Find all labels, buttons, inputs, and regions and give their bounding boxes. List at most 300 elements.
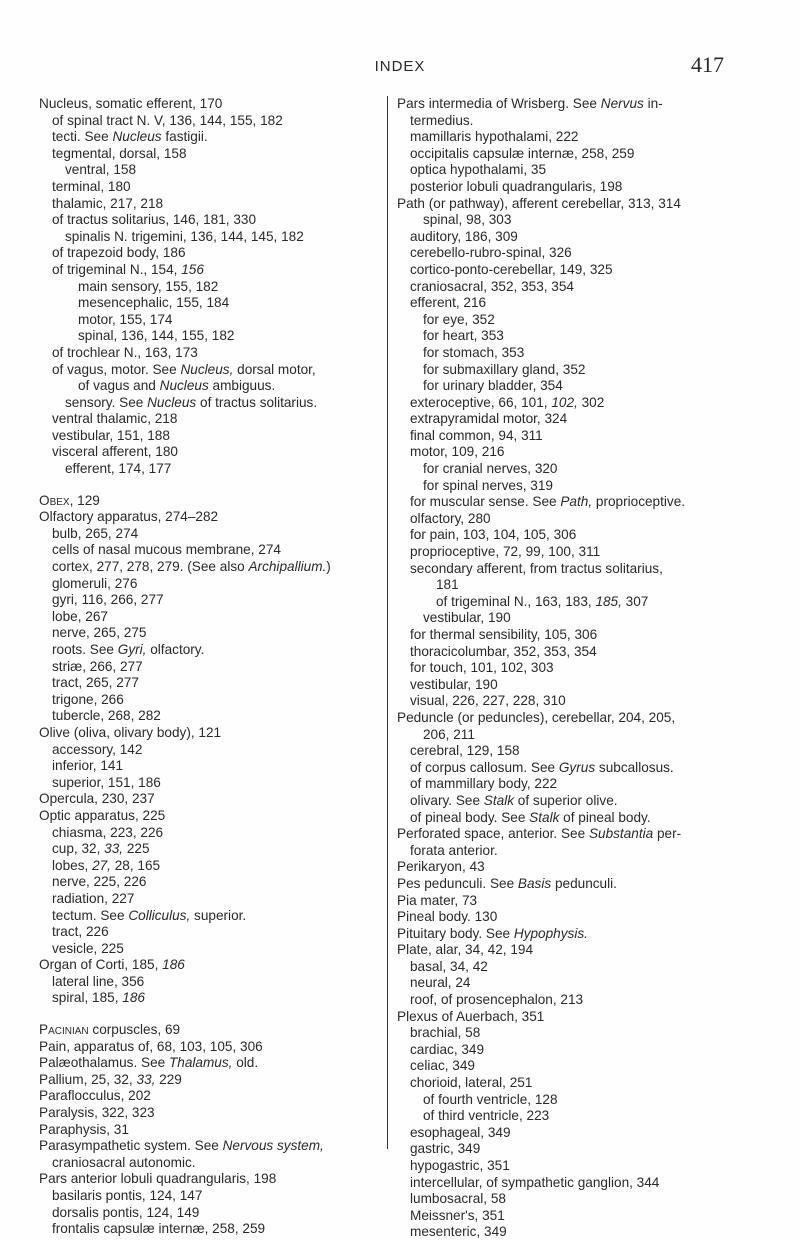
index-entry-text: striæ, 266, 277 bbox=[52, 658, 143, 674]
index-entry-text: cerebral, 129, 158 bbox=[410, 743, 520, 759]
index-entry-text: cardiac, 349 bbox=[410, 1041, 485, 1057]
index-entry bbox=[397, 610, 767, 627]
index-entry-text: basal, 34, 42 bbox=[410, 958, 488, 974]
index-entry bbox=[39, 509, 384, 526]
column-divider bbox=[387, 96, 388, 1149]
index-entry-text: efferent, 174, 177 bbox=[65, 461, 172, 477]
index-entry-italic: Thalamus, bbox=[168, 1055, 233, 1071]
index-entry-text: craniosacral, 352, 353, 354 bbox=[410, 278, 574, 294]
index-entry bbox=[397, 146, 767, 163]
index-entry bbox=[39, 1022, 384, 1039]
index-entry-italic: 102, bbox=[551, 394, 578, 410]
index-entry-text: for cranial nerves, 320 bbox=[423, 461, 558, 477]
index-entry bbox=[397, 279, 767, 296]
index-entry-text: posterior lobuli quadrangularis, 198 bbox=[410, 178, 623, 194]
index-entry bbox=[397, 909, 767, 926]
index-entry bbox=[39, 262, 384, 279]
index-entry bbox=[39, 808, 384, 825]
index-entry-text: optica hypothalami, 35 bbox=[410, 162, 547, 178]
index-entry bbox=[397, 677, 767, 694]
index-entry bbox=[397, 362, 767, 379]
index-entry-text: Nucleus, somatic efferent, 170 bbox=[39, 96, 223, 111]
index-entry bbox=[39, 1039, 384, 1056]
index-entry bbox=[39, 526, 384, 543]
index-entry-italic: Gyri, bbox=[117, 642, 147, 657]
index-entry bbox=[39, 328, 384, 345]
index-entry-text: roots. See bbox=[52, 642, 118, 657]
index-entry-text: 302 bbox=[577, 394, 605, 410]
index-entry-italic: 186 bbox=[162, 957, 185, 973]
index-entry bbox=[39, 1105, 384, 1122]
index-entry bbox=[39, 941, 384, 958]
index-entry bbox=[39, 461, 384, 478]
index-entry bbox=[39, 891, 384, 908]
index-entry-text: Pain, apparatus of, 68, 103, 105, 306 bbox=[39, 1038, 263, 1054]
index-entry-text: tectum. See bbox=[52, 907, 129, 923]
index-entry bbox=[39, 444, 384, 461]
index-entry-text: of spinal tract N. V, 136, 144, 155, 182 bbox=[52, 112, 283, 128]
index-entry bbox=[397, 561, 767, 578]
index-entry bbox=[397, 444, 767, 461]
index-entry-text: of vagus and bbox=[78, 378, 160, 394]
index-entry-text: efferent, 216 bbox=[410, 295, 487, 311]
index-entry-text: celiac, 349 bbox=[410, 1058, 475, 1074]
index-entry-text: ventral thalamic, 218 bbox=[52, 411, 178, 427]
index-entry bbox=[397, 428, 767, 445]
index-entry-text: for eye, 352 bbox=[423, 311, 495, 327]
index-entry bbox=[397, 1175, 767, 1192]
index-entry-text: Pineal body. 130 bbox=[397, 909, 498, 925]
index-entry-text: 28, 165 bbox=[110, 857, 161, 873]
index-entry bbox=[39, 1055, 384, 1072]
index-entry bbox=[397, 395, 767, 412]
index-entry-text: Perforated space, anterior. See bbox=[397, 826, 589, 842]
index-entry-text: secondary afferent, from tractus solitarius, bbox=[410, 560, 663, 576]
index-entry-italic: 27, bbox=[92, 857, 111, 873]
index-entry bbox=[39, 990, 384, 1007]
index-entry bbox=[397, 793, 767, 810]
index-entry-text: of trigeminal N., 163, 183, bbox=[436, 593, 596, 609]
index-entry bbox=[397, 196, 767, 213]
index-entry-text: of fourth ventricle, 128 bbox=[423, 1091, 558, 1107]
index-entry-text: of vagus, motor. See bbox=[52, 361, 181, 377]
index-entry-text: Paraphysis, 31 bbox=[39, 1121, 129, 1137]
index-entry-text: proprioceptive, 72, 99, 100, 311 bbox=[410, 544, 601, 560]
index-entry bbox=[39, 858, 384, 875]
index-entry bbox=[39, 245, 384, 262]
index-entry-text: cells of nasal mucous membrane, 274 bbox=[52, 542, 281, 558]
index-entry-text: Plexus of Auerbach, 351 bbox=[397, 1008, 545, 1024]
index-entry bbox=[397, 229, 767, 246]
index-entry-text: of tractus solitarius, 146, 181, 330 bbox=[52, 212, 257, 228]
running-title: INDEX bbox=[374, 58, 426, 75]
index-entry-text: Peduncle (or peduncles), cerebellar, 204, 205, bbox=[397, 709, 676, 725]
index-entry-text: Plate, alar, 34, 42, 194 bbox=[397, 942, 534, 958]
index-entry-text: tecti. See bbox=[52, 129, 113, 145]
index-entry-text: Path (or pathway), afferent cerebellar, 313, 314 bbox=[397, 195, 681, 211]
index-entry bbox=[397, 992, 767, 1009]
index-entry bbox=[397, 312, 767, 329]
index-entry-italic: 33, bbox=[136, 1071, 156, 1087]
index-entry bbox=[397, 527, 767, 544]
index-entry-text: of pineal body. bbox=[559, 809, 651, 825]
index-entry-text: proprioceptive. bbox=[592, 494, 686, 510]
index-entry-text: radiation, 227 bbox=[52, 890, 135, 906]
index-entry-text: superior. bbox=[190, 907, 247, 923]
index-entry bbox=[39, 659, 384, 676]
index-entry-text: of trapezoid body, 186 bbox=[52, 245, 186, 261]
index-entry-text: nerve, 265, 275 bbox=[52, 625, 147, 641]
index-entry bbox=[39, 279, 384, 296]
index-entry-text: lobes, bbox=[52, 857, 93, 873]
index-entry-italic: Nervus bbox=[600, 96, 644, 111]
index-entry-text: Paraflocculus, 202 bbox=[39, 1088, 151, 1104]
index-entry-text: thalamic, 217, 218 bbox=[52, 195, 164, 211]
index-entry-italic: Stalk bbox=[483, 792, 515, 808]
index-entry bbox=[397, 96, 767, 113]
index-entry bbox=[397, 810, 767, 827]
index-entry bbox=[397, 345, 767, 362]
index-entry bbox=[39, 874, 384, 891]
index-entry-text: of third ventricle, 223 bbox=[423, 1108, 550, 1124]
index-entry bbox=[397, 693, 767, 710]
index-entry-text: roof, of prosencephalon, 213 bbox=[410, 992, 584, 1008]
index-entry-text: Olfactory apparatus, 274–282 bbox=[39, 509, 219, 525]
index-entry-italic: Gyrus bbox=[558, 759, 596, 775]
index-entry bbox=[39, 179, 384, 196]
index-entry bbox=[397, 859, 767, 876]
index-entry bbox=[39, 675, 384, 692]
index-entry-text: 229 bbox=[155, 1071, 182, 1087]
index-entry bbox=[39, 692, 384, 709]
page-number: 417 bbox=[691, 52, 724, 77]
index-entry bbox=[397, 328, 767, 345]
index-entry-text: Organ of Corti, 185, bbox=[39, 957, 163, 973]
index-entry-italic: Archipallium. bbox=[248, 559, 327, 575]
index-entry-text: spiral, 185, bbox=[52, 990, 123, 1006]
index-entry-text: intercellular, of sympathetic ganglion, 344 bbox=[410, 1174, 660, 1190]
index-entry-text: Pacinian bbox=[39, 1022, 89, 1038]
index-entry bbox=[397, 876, 767, 893]
index-entry bbox=[397, 1025, 767, 1042]
index-entry-text: for urinary bladder, 354 bbox=[423, 378, 563, 394]
index-entry bbox=[397, 926, 767, 943]
index-entry bbox=[397, 1009, 767, 1026]
index-entry-text: bulb, 265, 274 bbox=[52, 525, 139, 541]
index-entry bbox=[397, 627, 767, 644]
index-entry-text: lateral line, 356 bbox=[52, 973, 145, 989]
index-entry-text: dorsal motor, bbox=[233, 361, 316, 377]
index-entry-text: trigone, 266 bbox=[52, 691, 124, 707]
index-entry bbox=[39, 1072, 384, 1089]
index-entry-text: spinal, 136, 144, 155, 182 bbox=[78, 328, 235, 344]
index-entry bbox=[397, 1158, 767, 1175]
index-entry-text: termedius. bbox=[410, 112, 474, 128]
index-entry-italic: Basis bbox=[517, 875, 552, 891]
index-entry-text: motor, 155, 174 bbox=[78, 311, 173, 327]
index-entry-text: for muscular sense. See bbox=[410, 494, 561, 510]
index-entry-text: corpuscles, 69 bbox=[88, 1022, 181, 1038]
index-entry-text: superior, 151, 186 bbox=[52, 774, 161, 790]
index-entry bbox=[39, 362, 384, 379]
index-entry-text: vestibular, 190 bbox=[410, 676, 498, 692]
index-entry bbox=[39, 493, 384, 510]
index-entry-text: cup, 32, bbox=[52, 841, 105, 857]
index-entry-text: of pineal body. See bbox=[410, 809, 530, 825]
index-entry bbox=[39, 841, 384, 858]
index-entry-text: spinal, 98, 303 bbox=[423, 212, 512, 228]
index-entry-italic: Nucleus bbox=[159, 378, 209, 394]
index-entry-italic: Substantia bbox=[588, 826, 654, 842]
index-entry-italic: Nucleus bbox=[112, 129, 162, 145]
index-entry-text: for spinal nerves, 319 bbox=[423, 477, 553, 493]
index-entry-text: chiasma, 223, 226 bbox=[52, 824, 164, 840]
index-entry bbox=[39, 212, 384, 229]
index-entry-text: olivary. See bbox=[410, 792, 484, 808]
index-entry-text: basilaris pontis, 124, 147 bbox=[52, 1188, 203, 1203]
index-entry-text: of trochlear N., 163, 173 bbox=[52, 344, 198, 360]
index-entry bbox=[397, 1075, 767, 1092]
index-column-left bbox=[39, 96, 384, 1238]
index-entry bbox=[39, 1221, 384, 1238]
index-entry bbox=[397, 113, 767, 130]
index-entry-text: fastigii. bbox=[161, 129, 208, 145]
index-entry bbox=[397, 179, 767, 196]
index-entry bbox=[39, 113, 384, 130]
index-entry bbox=[397, 1092, 767, 1109]
index-entry-text: Palæothalamus. See bbox=[39, 1055, 169, 1071]
index-entry bbox=[39, 758, 384, 775]
index-entry-text: Olive (oliva, olivary body), 121 bbox=[39, 724, 222, 740]
index-entry-text: mesenteric, 349 bbox=[410, 1224, 507, 1240]
index-entry-text: old. bbox=[232, 1055, 259, 1071]
index-entry bbox=[397, 378, 767, 395]
index-entry-text: for touch, 101, 102, 303 bbox=[410, 660, 554, 676]
index-entry bbox=[397, 710, 767, 727]
index-entry-text: tract, 226 bbox=[52, 924, 109, 940]
index-entry bbox=[39, 312, 384, 329]
index-entry-text: visual, 226, 227, 228, 310 bbox=[410, 693, 566, 709]
index-entry-text: for heart, 353 bbox=[423, 328, 504, 344]
index-entry bbox=[397, 212, 767, 229]
index-entry-text: forata anterior. bbox=[410, 842, 498, 858]
index-entry-text: per- bbox=[653, 826, 682, 842]
index-entry bbox=[39, 1188, 384, 1205]
index-entry-text: gastric, 349 bbox=[410, 1141, 481, 1157]
index-entry-text: tegmental, dorsal, 158 bbox=[52, 145, 187, 161]
index-entry-italic: 185, bbox=[595, 593, 622, 609]
index-entry bbox=[397, 893, 767, 910]
index-entry bbox=[397, 843, 767, 860]
index-entry bbox=[397, 262, 767, 279]
index-entry bbox=[39, 609, 384, 626]
index-entry bbox=[39, 642, 384, 659]
index-entry-text: hypogastric, 351 bbox=[410, 1158, 510, 1173]
index-entry-text: tract, 265, 277 bbox=[52, 675, 139, 691]
index-entry-text: cortico-ponto-cerebellar, 149, 325 bbox=[410, 261, 613, 277]
index-entry bbox=[39, 825, 384, 842]
index-entry-text: Pituitary body. See bbox=[397, 925, 514, 941]
index-entry-text: motor, 109, 216 bbox=[410, 444, 505, 460]
index-entry bbox=[397, 959, 767, 976]
index-entry bbox=[397, 826, 767, 843]
index-entry bbox=[39, 129, 384, 146]
index-entry-text: lumbosacral, 58 bbox=[410, 1191, 506, 1207]
index-entry-text: sensory. See bbox=[65, 394, 148, 410]
index-entry-italic: Nervous system, bbox=[222, 1138, 324, 1154]
index-entry-text: accessory, 142 bbox=[52, 741, 143, 757]
index-entry-italic: Stalk bbox=[529, 809, 560, 825]
index-entry-text: final common, 94, 311 bbox=[410, 427, 543, 443]
index-entry bbox=[397, 1191, 767, 1208]
index-entry bbox=[397, 975, 767, 992]
index-entry bbox=[39, 1088, 384, 1105]
index-entry bbox=[39, 908, 384, 925]
index-entry bbox=[397, 478, 767, 495]
index-entry bbox=[39, 742, 384, 759]
index-entry-text: 225 bbox=[123, 841, 150, 857]
index-entry-text: Pars intermedia of Wrisberg. See bbox=[397, 96, 601, 111]
index-entry bbox=[397, 1108, 767, 1125]
index-entry bbox=[39, 957, 384, 974]
index-entry bbox=[39, 924, 384, 941]
index-entry-text: of trigeminal N., 154, bbox=[52, 261, 182, 277]
index-entry-text: Pars anterior lobuli quadrangularis, 198 bbox=[39, 1171, 277, 1187]
index-entry bbox=[39, 625, 384, 642]
index-entry-text: spinalis N. trigemini, 136, 144, 145, 182 bbox=[65, 228, 304, 244]
index-entry-text: frontalis capsulæ internæ, 258, 259 bbox=[52, 1221, 266, 1237]
index-entry-text: Optic apparatus, 225 bbox=[39, 807, 166, 823]
index-entry-text: brachial, 58 bbox=[410, 1025, 481, 1041]
index-entry-text: olfactory. bbox=[146, 642, 205, 657]
index-entry bbox=[39, 791, 384, 808]
index-entry bbox=[397, 660, 767, 677]
index-entry-text: Pallium, 25, 32, bbox=[39, 1071, 137, 1087]
index-entry-text: nerve, 225, 226 bbox=[52, 874, 147, 890]
index-entry-text: 206, 211 bbox=[423, 726, 475, 742]
index-entry-text: inferior, 141 bbox=[52, 758, 124, 774]
index-entry-italic: 186 bbox=[122, 990, 145, 1006]
index-entry-text: occipitalis capsulæ internæ, 258, 259 bbox=[410, 145, 635, 161]
index-entry bbox=[39, 708, 384, 725]
index-entry-text: Obex bbox=[39, 492, 70, 508]
index-entry-text: craniosacral autonomic. bbox=[52, 1154, 196, 1170]
index-entry bbox=[39, 1171, 384, 1188]
index-entry bbox=[397, 295, 767, 312]
index-entry bbox=[397, 1208, 767, 1225]
index-entry-text: Parasympathetic system. See bbox=[39, 1138, 223, 1154]
index-entry-text: of superior olive. bbox=[514, 792, 618, 808]
index-column-right bbox=[397, 96, 767, 1241]
index-entry-text: cortex, 277, 278, 279. (See also bbox=[52, 559, 249, 575]
index-entry-text: for thermal sensibility, 105, 306 bbox=[410, 627, 598, 642]
index-entry-text: auditory, 186, 309 bbox=[410, 228, 518, 244]
index-entry bbox=[39, 146, 384, 163]
index-entry-text: ambiguus. bbox=[208, 378, 276, 394]
index-entry-text: ) bbox=[326, 559, 331, 575]
index-entry-italic: 33, bbox=[104, 841, 124, 857]
index-entry bbox=[397, 162, 767, 179]
index-entry bbox=[39, 378, 384, 395]
index-entry-text: of tractus solitarius. bbox=[196, 394, 318, 410]
index-entry bbox=[397, 494, 767, 511]
index-entry-text: terminal, 180 bbox=[52, 178, 131, 194]
index-entry-text: for submaxillary gland, 352 bbox=[423, 361, 586, 377]
index-entry bbox=[39, 1155, 384, 1172]
index-entry-text: cerebello-rubro-spinal, 326 bbox=[410, 245, 572, 261]
index-entry bbox=[397, 743, 767, 760]
index-entry bbox=[39, 395, 384, 412]
index-entry-text: dorsalis pontis, 124, 149 bbox=[52, 1204, 200, 1220]
index-entry bbox=[39, 162, 384, 179]
index-entry-text: in- bbox=[643, 96, 663, 111]
index-entry-italic: Colliculus, bbox=[128, 907, 191, 923]
index-entry bbox=[39, 576, 384, 593]
index-entry-italic: 156 bbox=[181, 261, 204, 277]
index-entry bbox=[39, 345, 384, 362]
index-entry-text: Perikaryon, 43 bbox=[397, 859, 485, 875]
index-entry bbox=[39, 592, 384, 609]
index-entry bbox=[39, 974, 384, 991]
index-entry-text: of corpus callosum. See bbox=[410, 759, 559, 775]
index-entry bbox=[39, 559, 384, 576]
index-entry bbox=[39, 196, 384, 213]
index-entry bbox=[397, 1125, 767, 1142]
index-entry bbox=[397, 245, 767, 262]
index-entry bbox=[39, 725, 384, 742]
index-entry bbox=[397, 1058, 767, 1075]
index-entry bbox=[397, 511, 767, 528]
index-entry bbox=[397, 594, 767, 611]
index-entry bbox=[397, 776, 767, 793]
index-entry-text: gyri, 116, 266, 277 bbox=[52, 592, 164, 608]
page-header bbox=[0, 50, 800, 80]
index-entry bbox=[397, 727, 767, 744]
index-entry-text: vestibular, 190 bbox=[423, 610, 511, 626]
index-entry-italic: Hypophysis. bbox=[513, 925, 588, 941]
index-entry bbox=[397, 644, 767, 661]
index-entry-text: pedunculi. bbox=[551, 875, 617, 891]
index-entry-text: glomeruli, 276 bbox=[52, 575, 138, 591]
index-entry-text: tubercle, 268, 282 bbox=[52, 708, 161, 724]
index-entry-text: extrapyramidal motor, 324 bbox=[410, 411, 568, 427]
index-entry-text: for stomach, 353 bbox=[423, 344, 525, 360]
index-entry bbox=[39, 428, 384, 445]
index-entry-text: Opercula, 230, 237 bbox=[39, 791, 155, 807]
index-entry-text: vestibular, 151, 188 bbox=[52, 427, 170, 443]
index-entry-text: Pes pedunculi. See bbox=[397, 875, 518, 891]
index-entry-text: lobe, 267 bbox=[52, 608, 108, 624]
index-entry-text: thoracicolumbar, 352, 353, 354 bbox=[410, 643, 597, 659]
index-entry bbox=[39, 1122, 384, 1139]
index-entry bbox=[397, 577, 767, 594]
index-entry-text: mesencephalic, 155, 184 bbox=[78, 295, 230, 311]
index-entry bbox=[39, 411, 384, 428]
index-entry-text: Meissner's, 351 bbox=[410, 1207, 505, 1223]
index-entry-text: ventral, 158 bbox=[65, 162, 137, 178]
index-entry bbox=[39, 542, 384, 559]
index-entry bbox=[39, 229, 384, 246]
index-entry-text: 307 bbox=[621, 593, 649, 609]
index-entry-text: Pia mater, 73 bbox=[397, 892, 478, 908]
index-entry-text: , 129 bbox=[69, 492, 100, 508]
index-entry-text: of mammillary body, 222 bbox=[410, 776, 558, 792]
index-entry bbox=[397, 1224, 767, 1241]
index-entry-text: vesicle, 225 bbox=[52, 940, 124, 956]
index-entry-text: exteroceptive, 66, 101, bbox=[410, 394, 552, 410]
index-entry-text: subcallosus. bbox=[595, 759, 674, 775]
index-entry-text: 181 bbox=[436, 577, 459, 593]
